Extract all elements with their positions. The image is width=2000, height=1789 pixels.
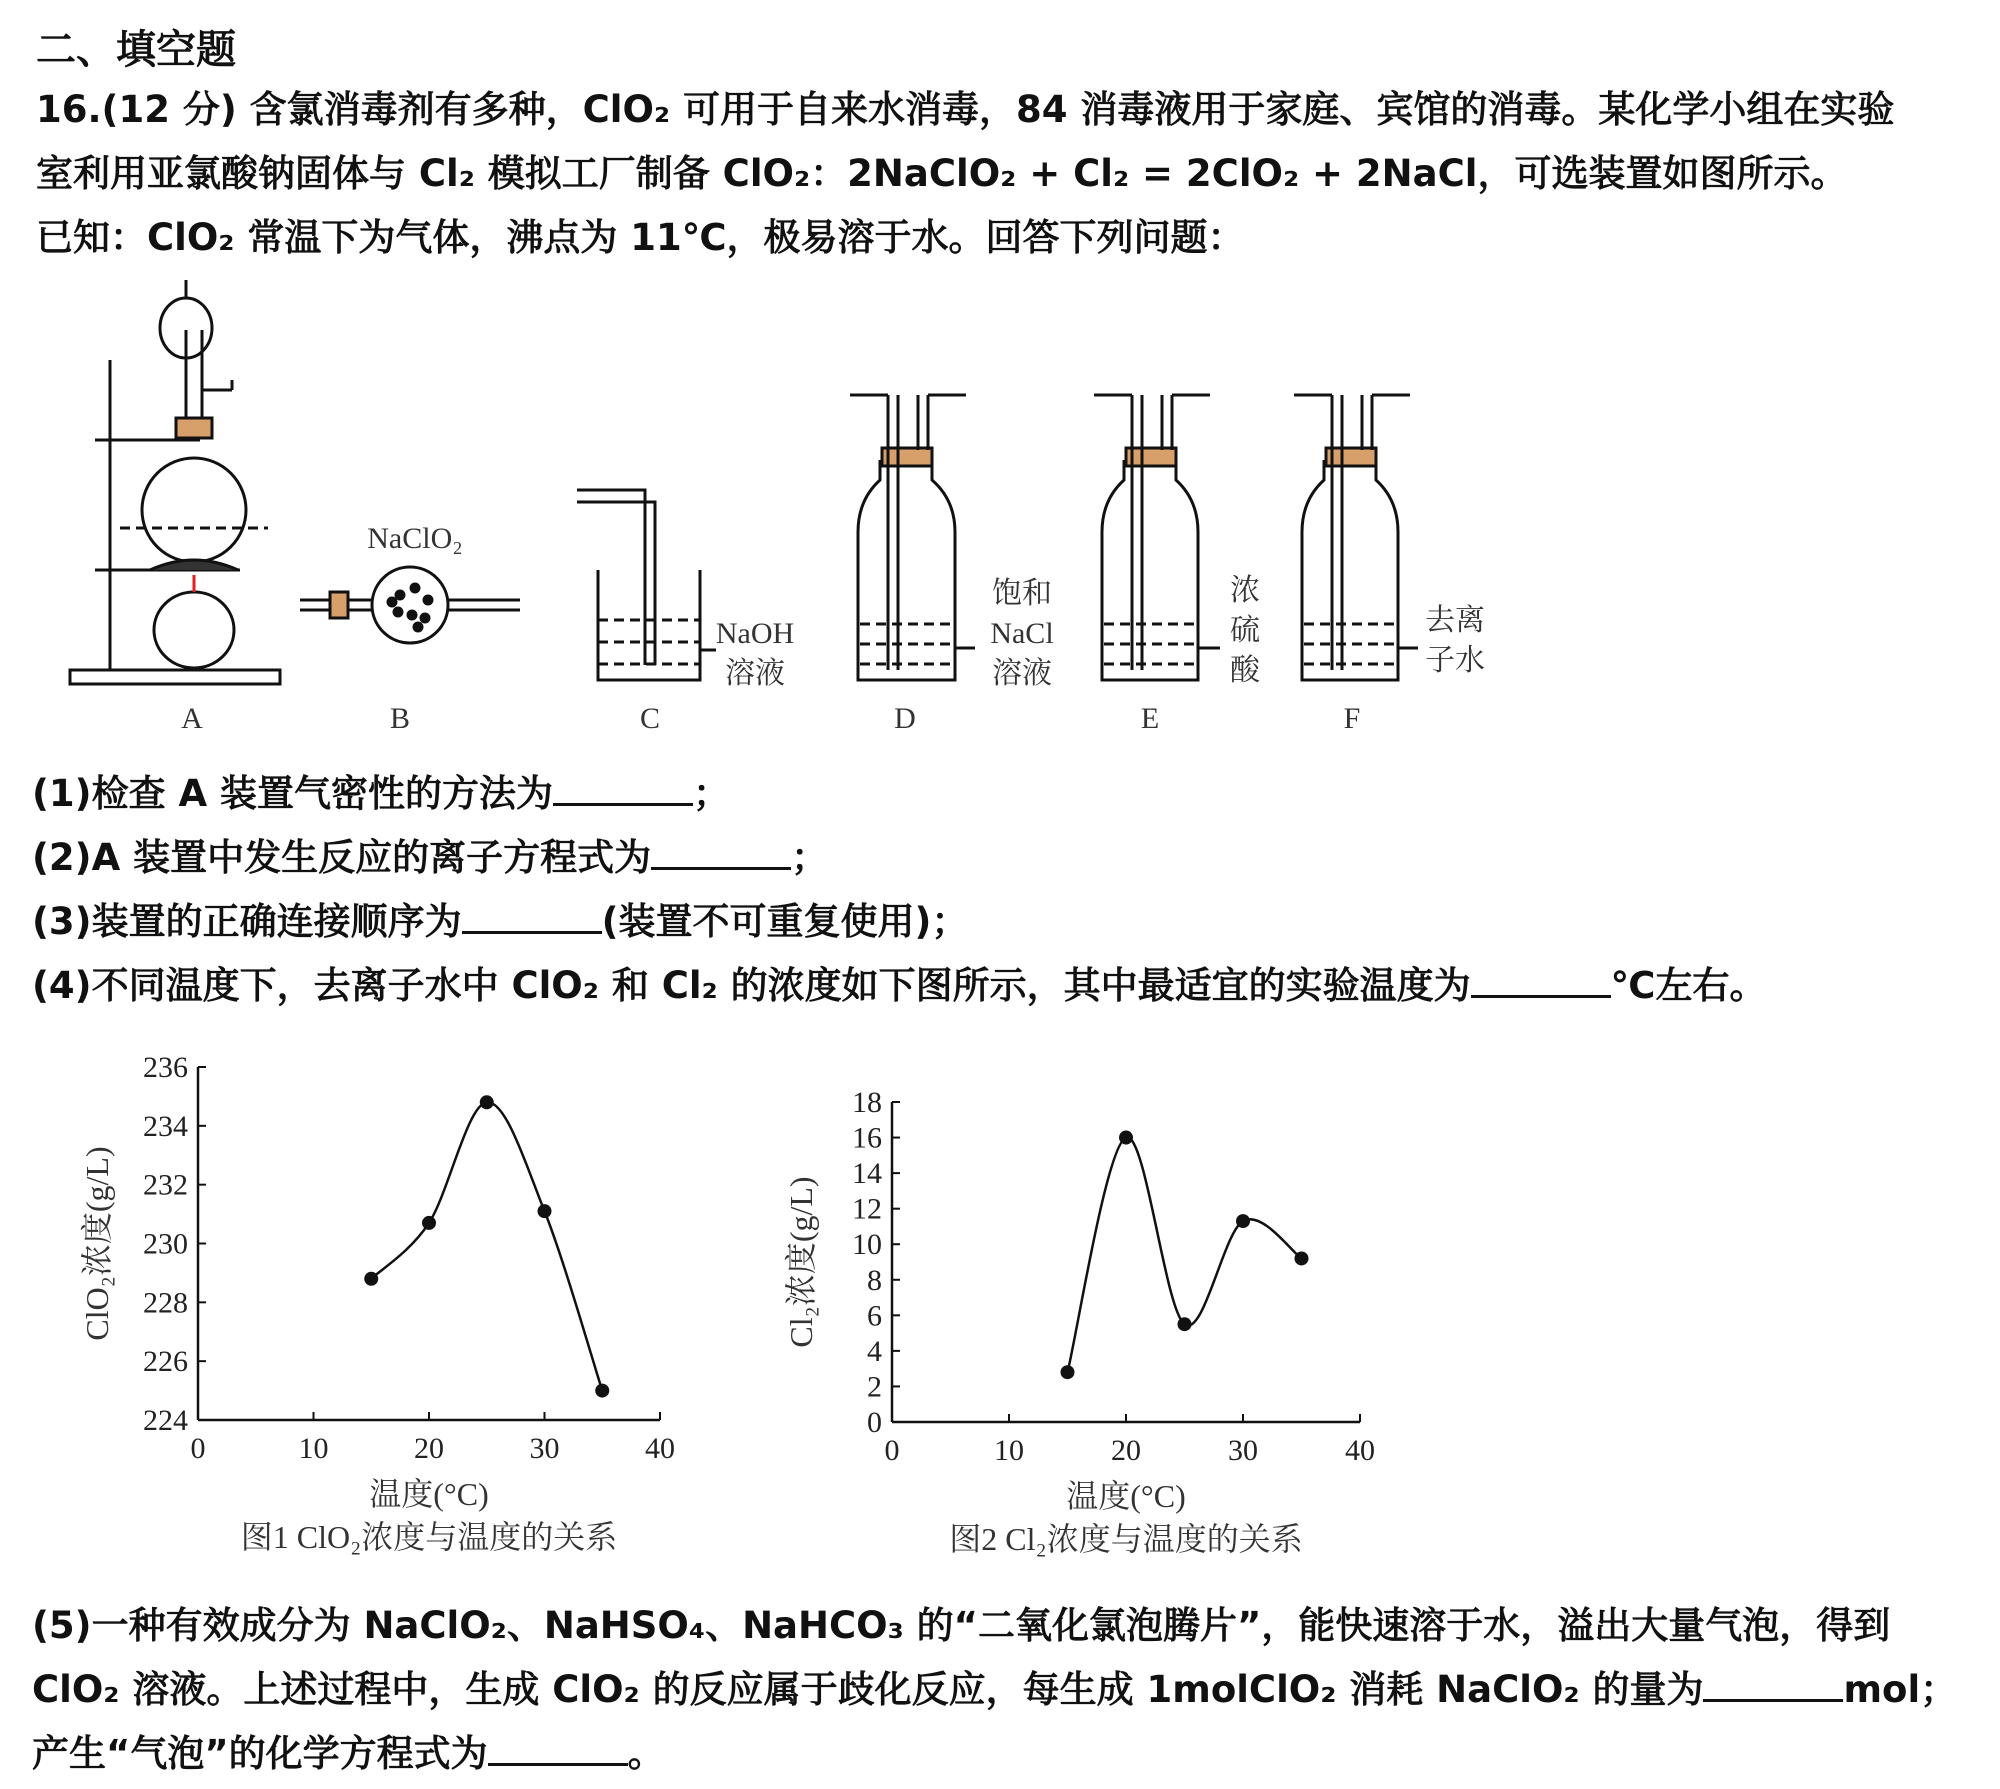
- f-reagent-line-2: 子水: [1425, 644, 1485, 677]
- f-reagent-line-1: 去离: [1425, 604, 1485, 637]
- y-tick-label: 226: [143, 1345, 188, 1379]
- data-point: [1119, 1131, 1133, 1145]
- data-point: [1295, 1251, 1309, 1265]
- intro-line-3: 已知：ClO₂ 常温下为气体，沸点为 11℃，极易溶于水。回答下列问题：: [36, 216, 1245, 259]
- answer-blank-1: [553, 769, 693, 806]
- intro-line-1: 16.(12 分) 含氯消毒剂有多种，ClO₂ 可用于自来水消毒，84 消毒液用于家庭、宾馆的消毒。某化学小组在实验: [36, 88, 1895, 131]
- question-4-text: (4)不同温度下，去离子水中 ClO₂ 和 Cl₂ 的浓度如下图所示，其中最适宜的实验温度为: [32, 964, 1471, 1007]
- answer-blank-3: [462, 897, 602, 934]
- apparatus-e: [1094, 395, 1220, 680]
- question-5-line-3-text: 产生“气泡”的化学方程式为: [32, 1732, 488, 1775]
- question-4-end: ℃左右。: [1610, 964, 1767, 1007]
- y-tick-label: 234: [143, 1109, 188, 1143]
- x-tick-label: 30: [529, 1432, 560, 1465]
- e-reagent-line-2: 硫: [1230, 614, 1260, 647]
- apparatus-f: [1294, 395, 1418, 680]
- data-point: [1178, 1317, 1192, 1331]
- x-tick-label: 40: [1345, 1434, 1375, 1467]
- data-point: [480, 1095, 494, 1109]
- data-point: [1236, 1214, 1250, 1228]
- series-line: [1068, 1137, 1302, 1372]
- e-reagent-line-1: 浓: [1230, 574, 1260, 607]
- y-axis-label: Cl₂浓度(g/L): [783, 1176, 819, 1348]
- x-axis-label: 温度(°C): [1066, 1478, 1186, 1514]
- question-5-line-2-text: ClO₂ 溶液。上述过程中，生成 ClO₂ 的反应属于歧化反应，每生成 1molClO₂ 消耗 NaClO₂ 的量为: [32, 1668, 1704, 1711]
- x-tick-label: 40: [645, 1432, 675, 1465]
- y-tick-label: 6: [867, 1299, 882, 1333]
- question-2: [32, 826, 828, 890]
- label-e: E: [1140, 702, 1160, 735]
- answer-blank-5b: [488, 1729, 628, 1766]
- answer-blank-4: [1471, 961, 1611, 998]
- apparatus-b: [300, 567, 520, 643]
- question-5-line-3: [32, 1722, 665, 1786]
- y-tick-label: 14: [852, 1157, 882, 1191]
- question-1-text: (1)检查 A 装置气密性的方法为: [32, 772, 553, 815]
- series-line: [371, 1102, 602, 1390]
- label-f: F: [1343, 702, 1361, 735]
- question-3-text: (3)装置的正确连接顺序为: [32, 900, 462, 943]
- y-axis-label: ClO₂浓度(g/L): [79, 1146, 115, 1341]
- label-b: B: [389, 702, 411, 735]
- label-c: C: [639, 702, 661, 735]
- x-tick-label: 20: [1111, 1434, 1141, 1467]
- x-tick-label: 0: [190, 1432, 206, 1465]
- section-title: 二、填空题: [36, 27, 236, 73]
- question-1: [32, 762, 730, 826]
- label-d: D: [894, 702, 916, 735]
- charts-figure: [0, 1040, 1400, 1580]
- data-point: [364, 1272, 378, 1286]
- b-reagent-label: NaClO₂: [367, 522, 463, 555]
- y-tick-label: 228: [143, 1286, 188, 1320]
- label-a: A: [181, 702, 203, 735]
- c-reagent-line-2: 溶液: [725, 657, 785, 690]
- y-tick-label: 8: [867, 1263, 882, 1297]
- question-5-line-1: (5)一种有效成分为 NaClO₂、NaHSO₄、NaHCO₃ 的“二氧化氯泡腾片”，能快速溶于水，溢出大量气泡，得到: [32, 1604, 1891, 1647]
- y-tick-label: 232: [143, 1168, 188, 1202]
- y-tick-label: 18: [852, 1086, 882, 1119]
- answer-blank-2: [651, 833, 791, 870]
- intro-line-2: 室利用亚氯酸钠固体与 Cl₂ 模拟工厂制备 ClO₂：2NaClO₂ + Cl₂ = 2ClO₂ + 2NaCl，可选装置如图所示。: [36, 152, 1848, 195]
- apparatus-d: [850, 395, 975, 680]
- y-tick-label: 224: [143, 1404, 188, 1437]
- chart-1: [79, 1051, 675, 1555]
- question-5-line-2-end: mol；: [1843, 1668, 1958, 1711]
- question-1-end: ；: [692, 772, 730, 815]
- answer-blank-5a: [1703, 1665, 1843, 1702]
- data-point: [595, 1384, 609, 1398]
- question-3-end: (装置不可重复使用)；: [601, 900, 969, 943]
- y-tick-label: 2: [867, 1370, 882, 1404]
- d-reagent-line-3: 溶液: [992, 657, 1052, 690]
- d-reagent-line-2: NaCl: [990, 617, 1054, 650]
- x-axis-label: 温度(°C): [369, 1476, 489, 1512]
- y-tick-label: 12: [852, 1192, 882, 1226]
- chart-caption: 图1 ClO₂浓度与温度的关系: [240, 1519, 618, 1555]
- apparatus-figure: [0, 270, 1520, 740]
- chart-2: [783, 1086, 1375, 1557]
- y-tick-label: 10: [852, 1228, 882, 1262]
- x-tick-label: 10: [298, 1432, 329, 1465]
- data-point: [422, 1216, 436, 1230]
- x-tick-label: 30: [1228, 1434, 1258, 1467]
- e-reagent-line-3: 酸: [1230, 654, 1260, 687]
- data-point: [538, 1204, 552, 1218]
- question-2-text: (2)A 装置中发生反应的离子方程式为: [32, 836, 652, 879]
- question-2-end: ；: [791, 836, 829, 879]
- question-4: [32, 954, 1766, 1018]
- x-tick-label: 20: [414, 1432, 444, 1465]
- chart-caption: 图2 Cl₂浓度与温度的关系: [949, 1521, 1303, 1557]
- apparatus-c: [577, 490, 716, 680]
- y-tick-label: 230: [143, 1227, 188, 1261]
- y-tick-label: 4: [867, 1334, 882, 1368]
- question-3: [32, 890, 968, 954]
- data-point: [1061, 1365, 1075, 1379]
- y-tick-label: 16: [852, 1121, 882, 1155]
- c-reagent-line-1: NaOH: [715, 617, 795, 650]
- x-tick-label: 0: [884, 1434, 900, 1467]
- d-reagent-line-1: 饱和: [992, 577, 1052, 610]
- y-tick-label: 0: [867, 1406, 882, 1439]
- question-5-line-3-end: 。: [627, 1732, 665, 1775]
- apparatus-a: [70, 280, 280, 684]
- y-tick-label: 236: [143, 1051, 188, 1084]
- question-5-line-2: [32, 1658, 1957, 1722]
- x-tick-label: 10: [994, 1434, 1024, 1467]
